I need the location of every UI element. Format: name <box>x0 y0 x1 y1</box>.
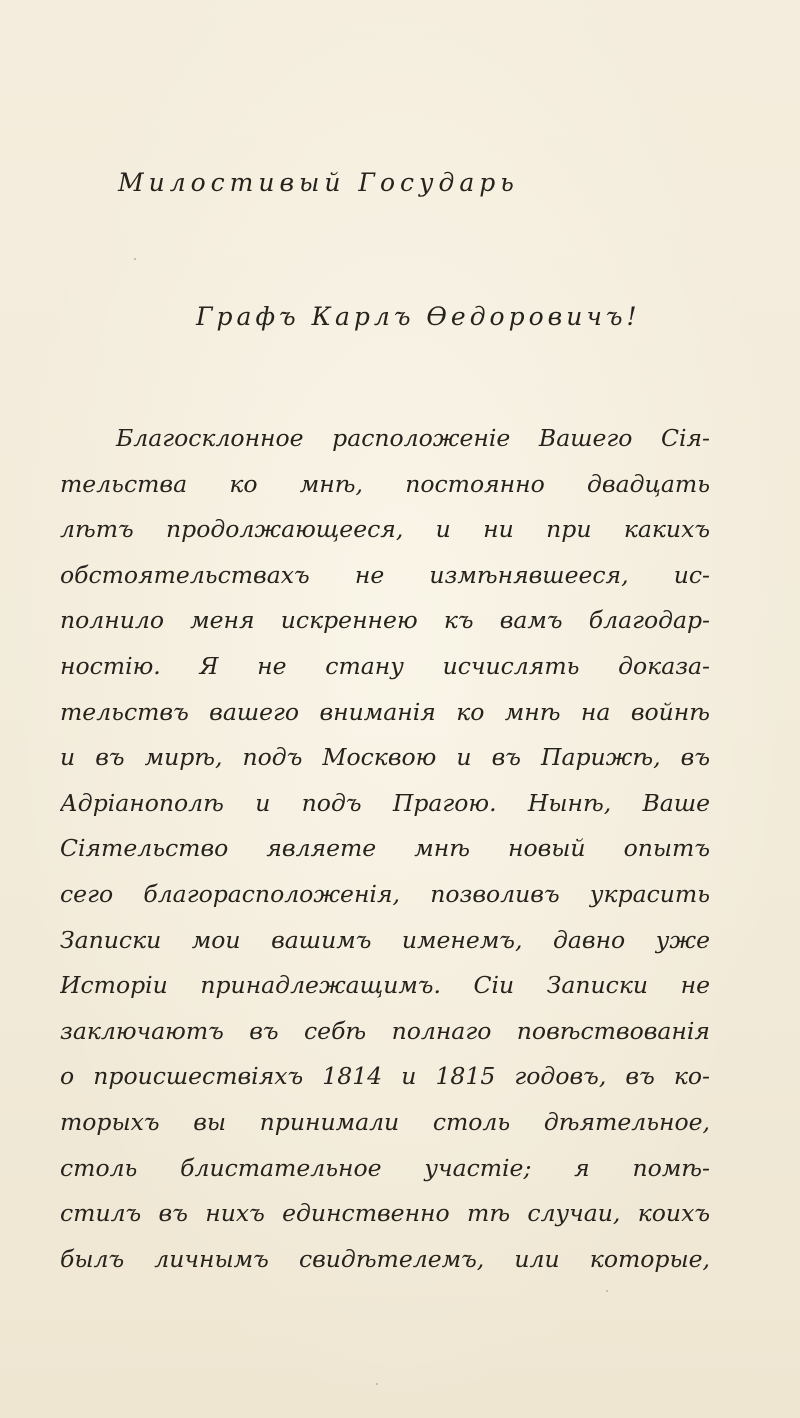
text-line: ностію. Я не стану исчислять доказа- <box>60 651 710 680</box>
text-line: торыхъ вы принимали столь дѣятельное, <box>60 1107 710 1136</box>
text-line: Исторіи принадлежащимъ. Сіи Записки не <box>60 971 710 1000</box>
paper-speck <box>606 1290 608 1292</box>
text-line: Сіятельство являете мнѣ новый опытъ <box>60 834 710 863</box>
text-line: Записки мои вашимъ именемъ, давно уже <box>60 925 710 954</box>
text-line: сего благорасположенія, позволивъ украсить <box>60 879 710 908</box>
text-line: о происшествіяхъ 1814 и 1815 годовъ, въ ко- <box>60 1062 710 1091</box>
text-line: и въ мирѣ, подъ Москвою и въ Парижѣ, въ <box>60 743 710 772</box>
text-line: обстоятельствахъ не измѣнявшееся, ис- <box>60 560 710 589</box>
text-line: полнило меня искреннею къ вамъ благодар- <box>60 606 710 635</box>
text-line: Благосклонное расположеніе Вашего Сія- <box>116 424 710 452</box>
text-line: столь блистательное участіе; я помѣ- <box>60 1153 710 1182</box>
salutation: Милостивый Государь <box>118 168 519 197</box>
text-line: тельствъ вашего вниманія ко мнѣ на войнѣ <box>60 697 710 726</box>
text-line: заключаютъ въ себѣ полнаго повѣствованія <box>60 1016 710 1045</box>
text-line: былъ личнымъ свидѣтелемъ, или которые, <box>60 1244 710 1273</box>
letter-body <box>60 422 710 1288</box>
paper-speck <box>376 1383 378 1385</box>
paper-speck <box>134 258 136 260</box>
text-line: лѣтъ продолжающееся, и ни при какихъ <box>60 515 710 544</box>
text-line: тельства ко мнѣ, постоянно двадцать <box>60 469 710 498</box>
addressee: Графъ Карлъ Өедоровичъ! <box>196 302 641 331</box>
text-line: стилъ въ нихъ единственно тѣ случаи, коихъ <box>60 1199 710 1228</box>
text-line: Адріанополѣ и подъ Прагою. Нынѣ, Ваше <box>60 788 710 817</box>
